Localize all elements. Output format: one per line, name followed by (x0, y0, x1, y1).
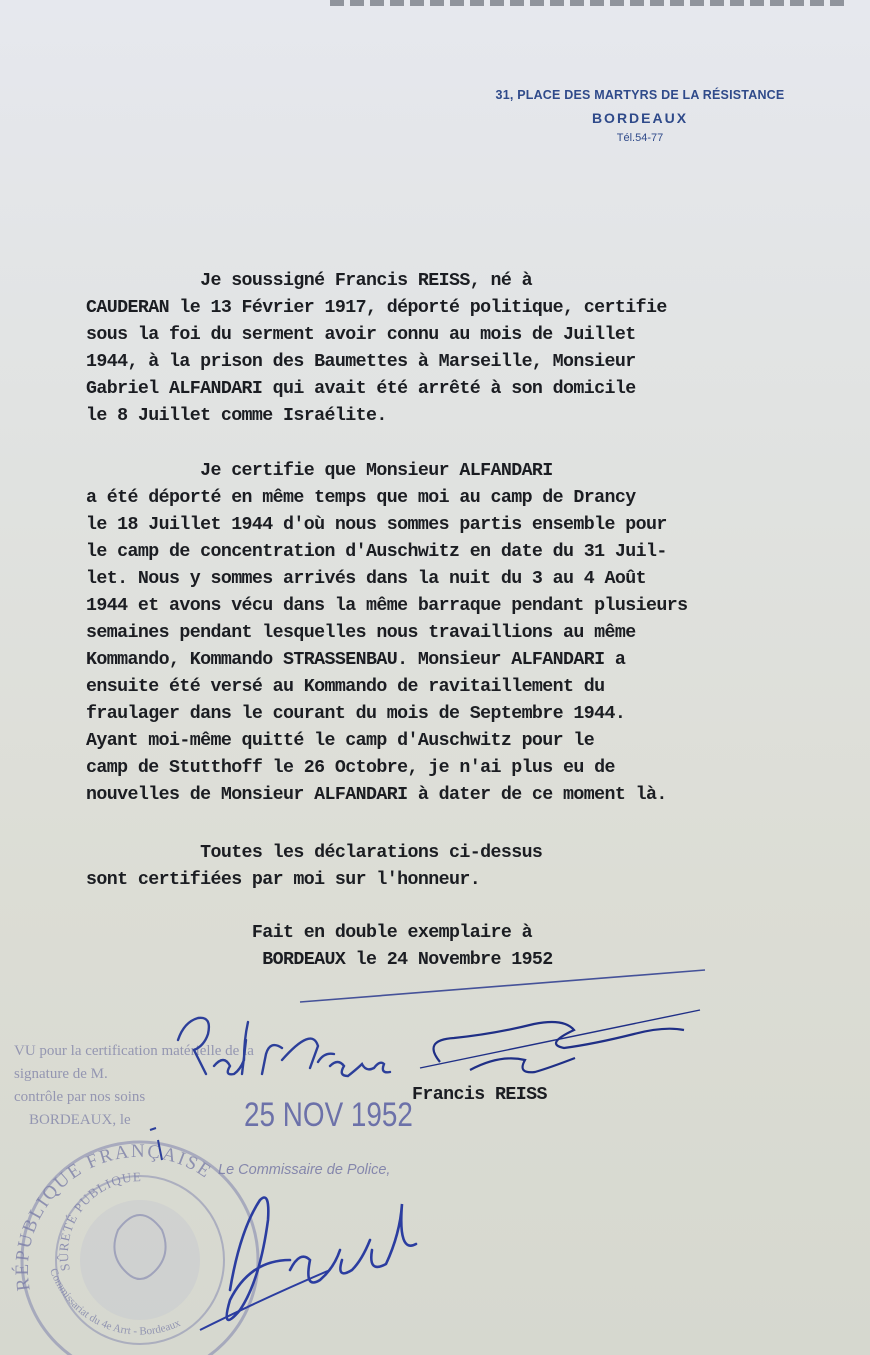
cropped-header-text (330, 0, 850, 6)
seal-bottom-text: Commissariat du 4e Arrt - Bordeaux (47, 1266, 183, 1338)
letterhead (480, 88, 800, 144)
paragraph-identity: Je soussigné Francis REISS, né à CAUDERAN le 13 Février 1917, déporté politique, certifie sous la foi du serment avoir connu au mois de Juillet 1944, à la prison des Baumettes à Marseille, Monsieur Gabriel ALFANDARI qui avait été arrêté à son domicile le 8 Juillet comme Israélite. (86, 271, 667, 426)
seal-inner-text: SÛRETÉ PUBLIQUE (55, 1169, 143, 1273)
letterhead-address: 31, PLACE DES MARTYRS DE LA RÉSISTANCE (495, 88, 785, 102)
date-stamp: 25 NOV 1952 (244, 1096, 413, 1134)
seal-outer-text: RÉPUBLIQUE FRANÇAISE (11, 1140, 216, 1293)
closing-place-date: Fait en double exemplaire à BORDEAUX le 24 Novembre 1952 (251, 923, 553, 970)
paragraph-attestation: Toutes les déclarations ci-dessus sont certifiées par moi sur l'honneur. (86, 843, 543, 890)
police-seal (0, 1120, 280, 1355)
commissaire-label: Le Commissaire de Police, (218, 1162, 391, 1178)
typed-signatory-name: Francis REISS (412, 1085, 547, 1105)
paragraph-testimony: Je certifie que Monsieur ALFANDARI a été déporté en même temps que moi au camp de Drancy le 18 Juillet 1944 d'où nous sommes partis ensemble pour le camp de concentration d'Auschwitz en date du 31 Juil- let. Nous y sommes arrivés dans la nuit du 3 au 4 Août 1944 et avons vécu dans la même barraque pendant plusieurs semaines pendant lesquelles nous travaillions au même Kommando, Kommando STRASSENBAU. Monsieur ALFANDARI a ensuite été versé au Kommando de ravitaillement du fraulager dans le courant du mois de Septembre 1944. Ayant moi-même quitté le camp d'Auschwitz pour le camp de Stutthoff le 26 Octobre, je n'ai plus eu de nouvelles de Monsieur ALFANDARI à dater de ce moment là. (86, 461, 688, 805)
letterhead-city: BORDEAUX (591, 110, 689, 126)
letterhead-phone: Tél.54-77 (616, 132, 664, 144)
certification-stamp-text: VU pour la certification matérielle de la signature de M. contrôle par nos soins BORDEAUX, le (14, 1043, 254, 1128)
